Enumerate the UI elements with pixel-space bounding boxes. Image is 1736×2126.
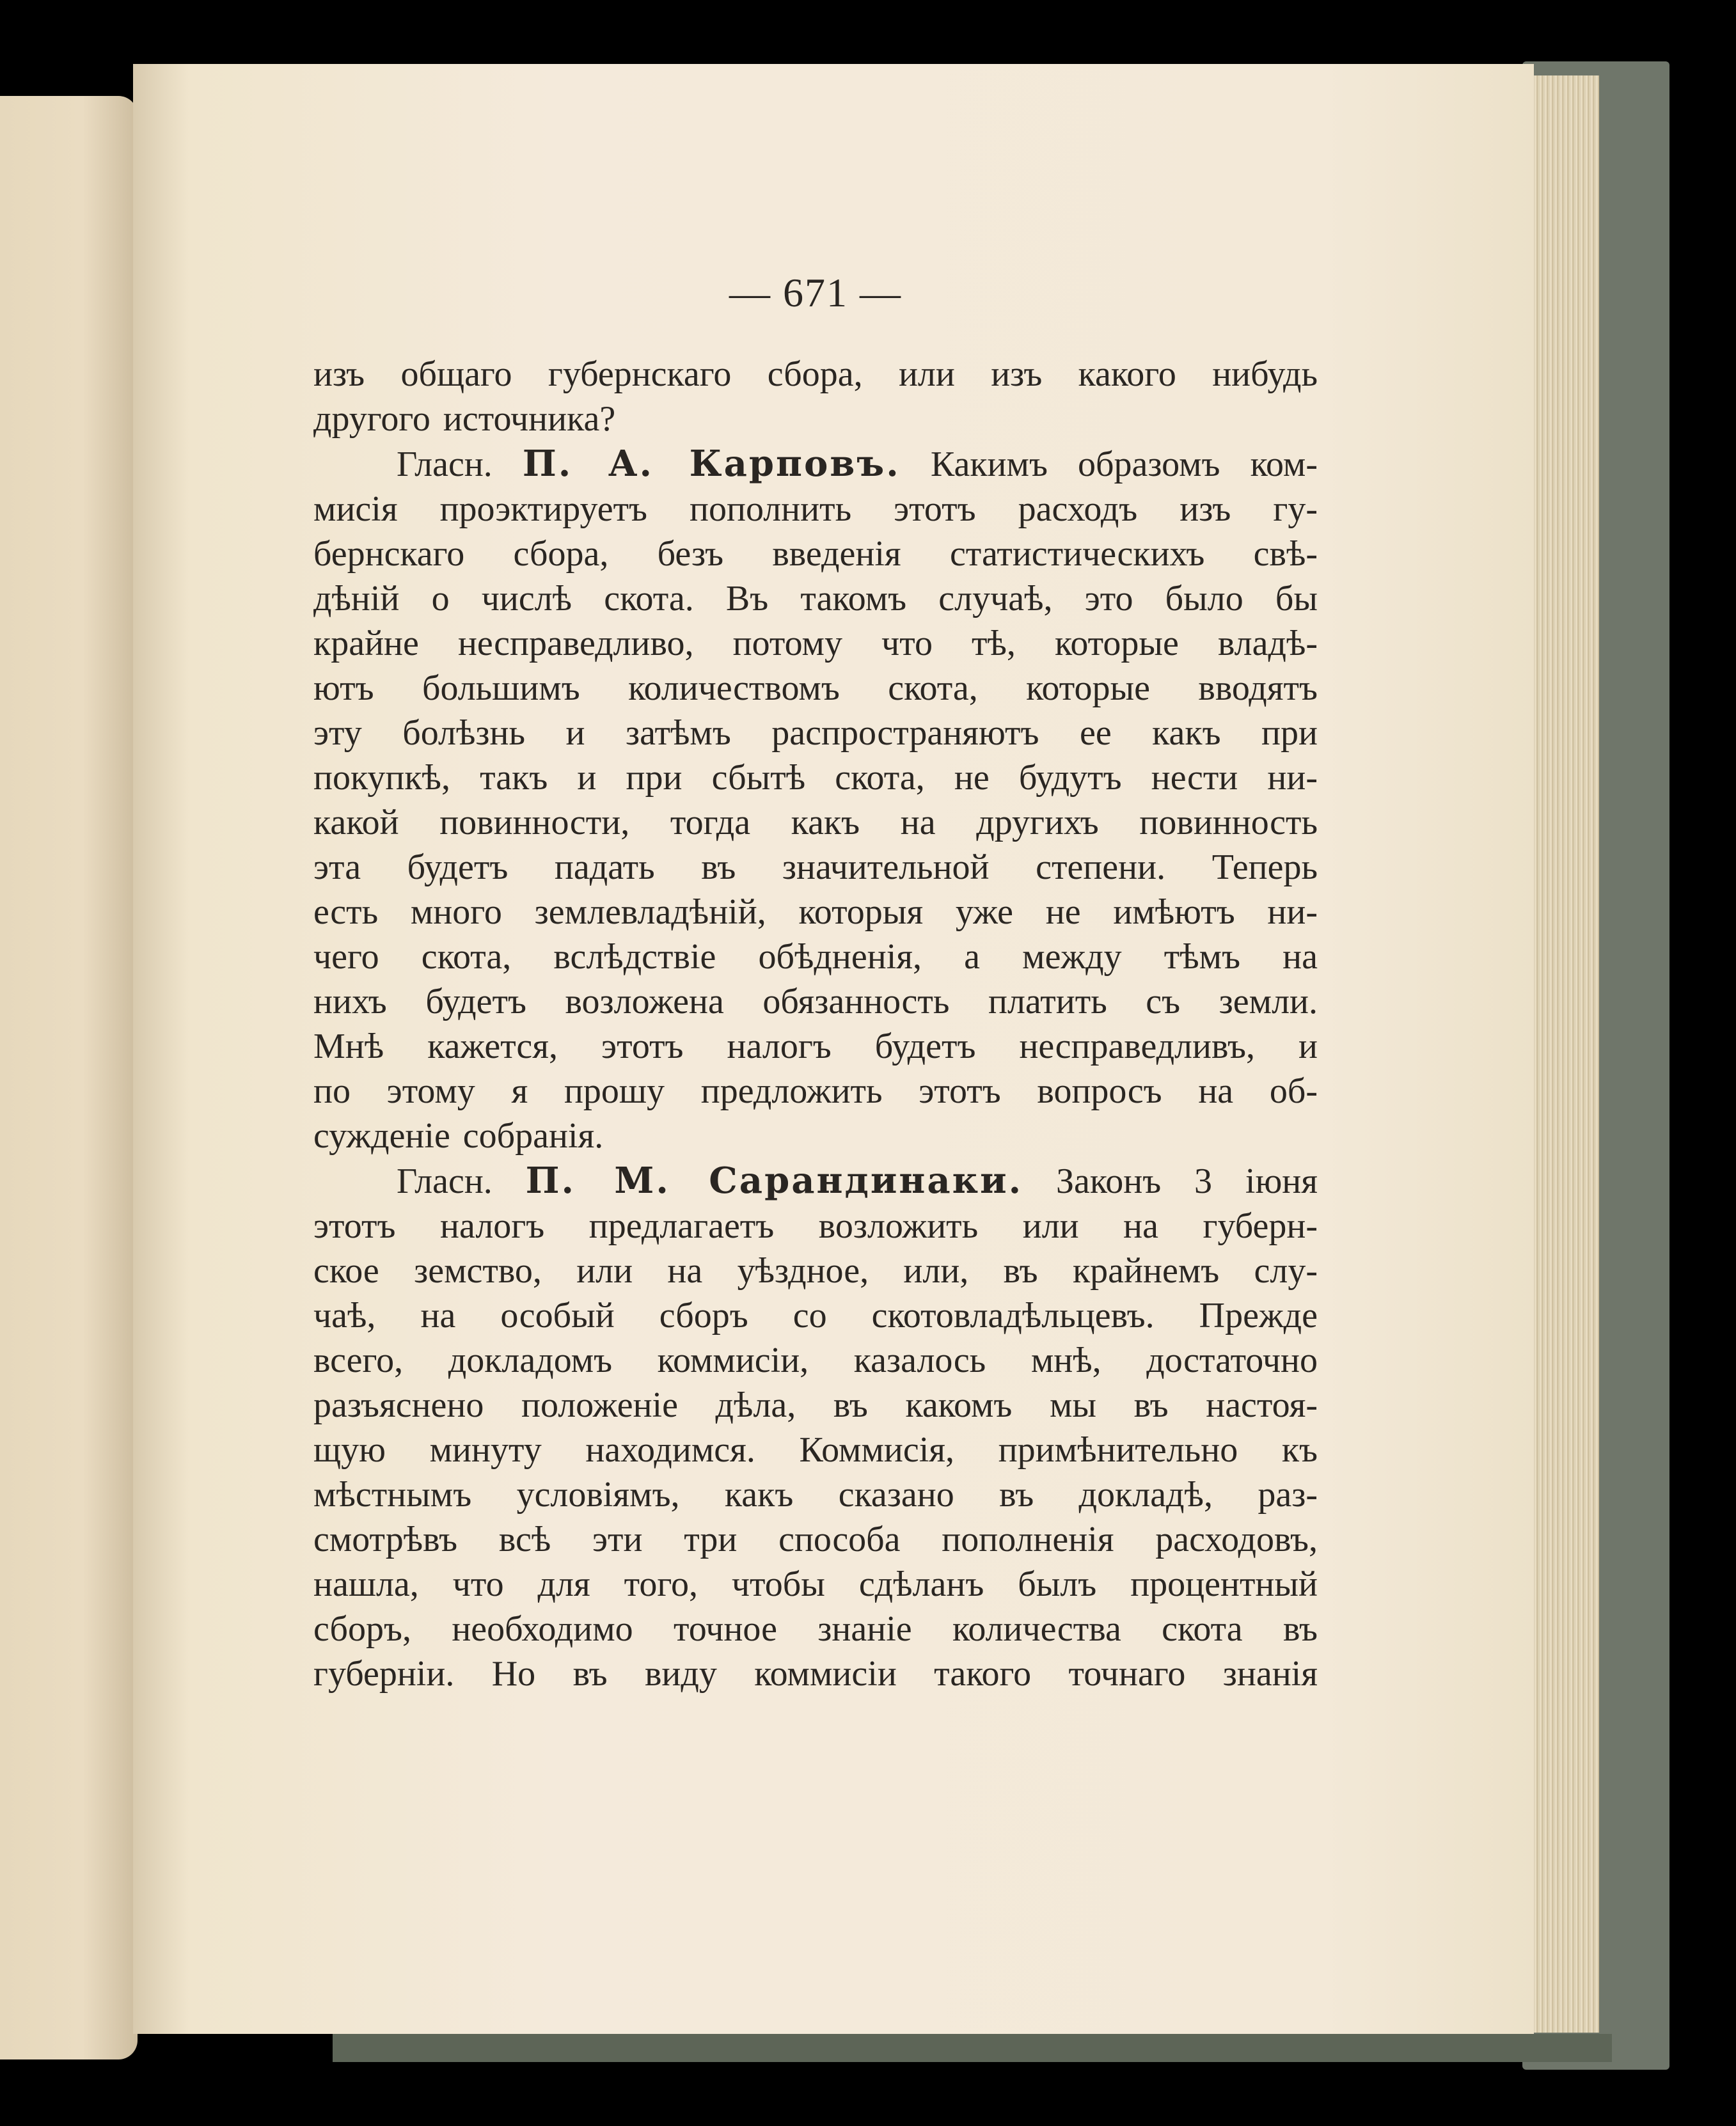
line-text: всего, докладомъ коммисiи, казалось мнѣ, достаточно [313, 1341, 1318, 1380]
line-text: нашла, что для того, чтобы сдѣланъ былъ процентный [313, 1564, 1318, 1604]
text-line [313, 487, 1318, 532]
text-line [313, 1158, 1318, 1204]
line-text: щую минуту находимся. Коммисiя, примѣнительно къ [313, 1430, 1318, 1470]
text-line [313, 1114, 1318, 1158]
line-text: Мнѣ кажется, этотъ налогъ будетъ несправедливъ, и [313, 1027, 1318, 1066]
text-line [313, 934, 1318, 979]
text-line [313, 1338, 1318, 1383]
speaker-name: П. А. Карповъ. [522, 443, 901, 485]
line-text: ское земство, или на уѣздное, или, въ крайнемъ слу- [313, 1251, 1318, 1291]
speaker-name: П. М. Сарандинаки. [525, 1160, 1023, 1202]
text-line [313, 1204, 1318, 1248]
line-text: Законъ 3 iюня [1055, 1161, 1318, 1201]
text-line [313, 1069, 1318, 1114]
line-text: какой повинности, тогда какъ на другихъ повинность [313, 803, 1318, 842]
text-line [313, 397, 1318, 441]
line-text: чаѣ, на особый сборъ со скотовладѣльцевъ. Прежде [313, 1296, 1318, 1335]
line-text: дѣнiй о числѣ скота. Въ такомъ случаѣ, это было бы [313, 579, 1318, 618]
line-text: бернскаго сбора, безъ введенiя статистическихъ свѣ- [313, 534, 1318, 574]
page-number: — 671 — [729, 270, 902, 315]
text-line [313, 441, 1318, 487]
text-line [313, 1517, 1318, 1562]
line-text: чего скота, вслѣдствiе обѣдненiя, а между тѣмъ на [313, 937, 1318, 977]
book-cover-bottom [333, 2034, 1612, 2062]
speaker-prefix: Гласн. [397, 1161, 526, 1201]
text-line [313, 352, 1318, 397]
text-line [313, 532, 1318, 576]
line-text: этотъ налогъ предлагаетъ возложить или на губерн- [313, 1206, 1318, 1246]
line-text: покупкѣ, такъ и при сбытѣ скота, не будутъ нести ни- [313, 758, 1318, 798]
line-text: мѣстнымъ условiямъ, какъ сказано въ докладѣ, раз- [313, 1475, 1318, 1515]
line-text: изъ общаго губернскаго сбора, или изъ какого нибудь [313, 354, 1318, 394]
line-text: Какимъ образомъ ком- [930, 445, 1318, 484]
text-line [313, 1428, 1318, 1472]
text-line [313, 890, 1318, 934]
line-text: сборъ, необходимо точное знанiе количества скота въ [313, 1609, 1318, 1649]
text-line [313, 979, 1318, 1024]
line-text: ютъ большимъ количествомъ скота, которые вводятъ [313, 668, 1318, 708]
page-stack-edge [1529, 75, 1599, 2033]
left-page-edge [0, 96, 138, 2059]
line-text: мисiя проэктируетъ пополнить этотъ расходъ изъ гу- [313, 489, 1318, 529]
line-text: губернiи. Но въ виду коммисiи такого точнаго знанiя [313, 1654, 1318, 1694]
text-line [313, 1607, 1318, 1651]
line-text: крайне несправедливо, потому что тѣ, которые владѣ- [313, 624, 1318, 663]
text-line [313, 711, 1318, 755]
text-line [313, 1472, 1318, 1517]
text-line [313, 845, 1318, 890]
line-text: разъяснено положенiе дѣла, въ какомъ мы въ настоя- [313, 1385, 1318, 1425]
text-line [313, 755, 1318, 800]
text-line [313, 576, 1318, 621]
text-line [313, 1562, 1318, 1607]
line-text: есть много землевладѣнiй, которыя уже не имѣютъ ни- [313, 892, 1318, 932]
line-text: нихъ будетъ возложена обязанность платить съ земли. [313, 982, 1318, 1021]
text-line [313, 1383, 1318, 1428]
text-line [313, 1293, 1318, 1338]
page-text [313, 262, 1318, 1696]
text-line [313, 621, 1318, 666]
line-text: эта будетъ падать въ значительной степени. Теперь [313, 847, 1318, 887]
line-text: смотрѣвъ всѣ эти три способа пополненiя расходовъ, [313, 1520, 1318, 1559]
speaker-prefix: Гласн. [397, 445, 523, 484]
line-text: другого источника? [313, 399, 616, 439]
text-line [313, 800, 1318, 845]
text-line [313, 1651, 1318, 1696]
text-line [313, 666, 1318, 711]
text-body [313, 352, 1318, 1696]
text-line [313, 1248, 1318, 1293]
line-text: сужденiе собранiя. [313, 1116, 604, 1156]
line-text: эту болѣзнь и затѣмъ распространяютъ ее какъ при [313, 713, 1318, 753]
line-text: по этому я прошу предложить этотъ вопросъ на об- [313, 1071, 1318, 1111]
text-line [313, 1024, 1318, 1069]
